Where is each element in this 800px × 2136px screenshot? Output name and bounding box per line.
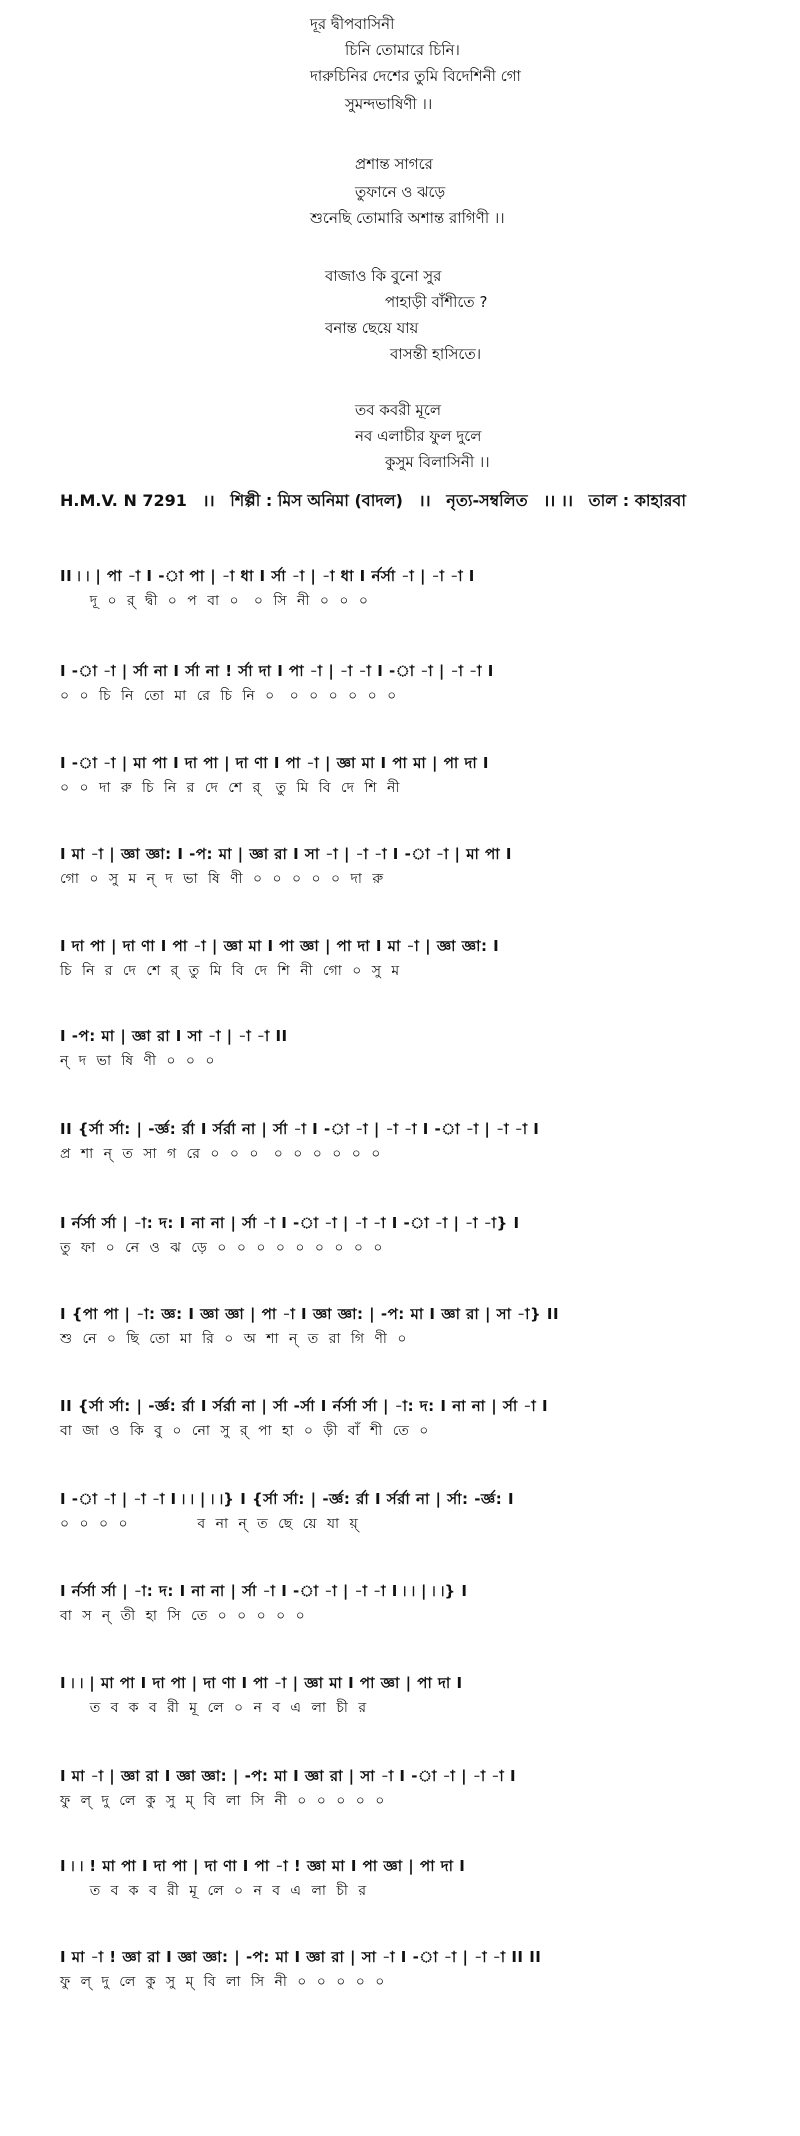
swaralipi-line: I -প: মা | জ্ঞা রা I সা -া | -া -া II <box>60 1027 288 1045</box>
lyric-line: তুফানে ও ঝড়ে <box>355 183 446 201</box>
lyric-syllables: ০ ০ দা রু চি নি র দে শে র্ তু মি বি দে শি নী <box>60 780 400 796</box>
swaralipi-line: I ৷ ৷ | মা পা I দা পা | দা ণা I পা -া | জ্ঞা মা I পা জ্ঞা | পা দা I <box>60 1674 463 1692</box>
lyric-line: দারুচিনির দেশের তুমি বিদেশিনী গো <box>310 67 521 85</box>
lyric-line: নব এলাচীর ফুল দুলে <box>355 427 482 445</box>
lyric-line: প্রশান্ত সাগরে <box>355 155 433 173</box>
lyric-line: দূর দ্বীপবাসিনী <box>310 15 395 33</box>
artist-label: শিল্পী : মিস অনিমা (বাদল) <box>230 491 403 510</box>
swaralipi-line: I মা -া | জ্ঞা জ্ঞা: I -প: মা | জ্ঞা রা I সা -া | -া -া I -া -া | মা পা I <box>60 845 512 863</box>
lyric-syllables: ফু ল্ দু লে কু সু ম্ বি লা সি নী ০ ০ ০ ০ ০ <box>60 1974 385 1990</box>
lyric-line: চিনি তোমারে চিনি। <box>345 41 460 59</box>
record-number: H.M.V. N 7291 <box>60 491 187 510</box>
lyric-line: বাসন্তী হাসিতে। <box>390 345 482 363</box>
swaralipi-line: II {র্সা র্সা: | -র্জ্ঞ: র্রা I র্সর্রা না | র্সা -া I -া -া | -া -া I -া -া | -া -া I <box>60 1120 540 1138</box>
lyric-line: শুনেছি তোমারি অশান্ত রাগিণী ।। <box>310 209 505 227</box>
swaralipi-line: I মা -া | জ্ঞা রা I জ্ঞা জ্ঞা: | -প: মা I জ্ঞা রা | সা -া I -া -া | -া -া I <box>60 1767 517 1785</box>
lyric-syllables: দূ ০ র্ দ্বী ০ প বা ০ ০ সি নী ০ ০ ০ <box>60 593 369 609</box>
lyric-syllables: গো ০ সু ম ন্ দ ভা ষি ণী ০ ০ ০ ০ ০ দা রু <box>60 871 384 887</box>
swaralipi-line: I মা -া ! জ্ঞা রা I জ্ঞা জ্ঞা: | -প: মা I জ্ঞা রা | সা -া I -া -া | -া -া II II <box>60 1948 542 1966</box>
swaralipi-line: I ৷ ৷ ! মা পা I দা পা | দা ণা I পা -া ! জ্ঞা মা I পা জ্ঞা | পা দা I <box>60 1857 466 1875</box>
swaralipi-line: I র্নর্সা র্সা | -া: দ: I না না | র্সা -া I -া -া | -া -া I ৷ ৷ | ৷ ৷} I <box>60 1582 468 1600</box>
separator: ।। ।। <box>543 491 574 510</box>
lyric-syllables: শু নে ০ ছি তো মা রি ০ অ শা ন্ ত রা গি ণী ০ <box>60 1331 407 1347</box>
swaralipi-line: II {র্সা র্সা: | -র্জ্ঞ: র্রা I র্সর্রা না | র্সা -র্সা I র্নর্সা র্সা | -া: দ: I না না | র্সা -া I <box>60 1397 549 1415</box>
swaralipi-line: I র্নর্সা র্সা | -া: দ: I না না | র্সা -া I -া -া | -া -া I -া -া | -া -া} I <box>60 1214 520 1232</box>
record-header <box>60 488 760 515</box>
lyric-line: পাহাড়ী বাঁশীতে ? <box>385 293 488 311</box>
lyric-syllables: ত ব ক ব রী মূ লে ০ ন ব এ লা চী র <box>60 1883 367 1899</box>
lyric-syllables: ফু ল্ দু লে কু সু ম্ বি লা সি নী ০ ০ ০ ০ ০ <box>60 1793 385 1809</box>
lyric-line: কুসুম বিলাসিনী ।। <box>385 453 490 471</box>
lyric-syllables: ত ব ক ব রী মূ লে ০ ন ব এ লা চী র <box>60 1700 367 1716</box>
swaralipi-line: II ৷ ৷ | পা -া I -া পা | -া ধা I র্সা -া | -া ধা I র্নর্সা -া | -া -া I <box>60 567 475 585</box>
swaralipi-line: I {পা পা | -া: জ্ঞ: I জ্ঞা জ্ঞা | পা -া I জ্ঞা জ্ঞা: | -প: মা I জ্ঞা রা | সা -া} II <box>60 1305 560 1323</box>
lyric-line: বাজাও কি বুনো সুর <box>325 267 442 285</box>
lyric-line: সুমন্দভাষিণী ।। <box>345 95 433 113</box>
lyric-syllables: ০ ০ ০ ০ ব না ন্ ত ছে য়ে যা য়্ <box>60 1516 359 1532</box>
lyric-line: বনান্ত ছেয়ে যায় <box>325 319 419 337</box>
swaralipi-line: I -া -া | র্সা না I র্সা না ! র্সা দা I পা -া | -া -া I -া -া | -া -া I <box>60 662 494 680</box>
lyric-syllables: ন্ দ ভা ষি ণী ০ ০ ০ <box>60 1053 216 1069</box>
lyric-syllables: তু ফা ০ নে ও ঝ ড়ে ০ ০ ০ ০ ০ ০ ০ ০ ০ <box>60 1240 383 1256</box>
style-label: নৃত্য-সম্বলিত <box>446 491 528 510</box>
lyric-syllables: বা স ন্ তী হা সি তে ০ ০ ০ ০ ০ <box>60 1608 306 1624</box>
lyric-syllables: বা জা ও কি বু ০ নো সু র্ পা হা ০ ড়ী বাঁ শী তে ০ <box>60 1423 429 1439</box>
swaralipi-line: I দা পা | দা ণা I পা -া | জ্ঞা মা I পা জ্ঞা | পা দা I মা -া | জ্ঞা জ্ঞা: I <box>60 937 500 955</box>
swaralipi-line: I -া -া | -া -া I ৷ ৷ | ৷ ৷} I {র্সা র্সা: | -র্জ্ঞ: র্রা I র্সর্রা না | র্সা: -র্জ্ঞ: I <box>60 1490 515 1508</box>
tal-label: তাল : কাহারবা <box>588 491 686 510</box>
swaralipi-line: I -া -া | মা পা I দা পা | দা ণা I পা -া | জ্ঞা মা I পা মা | পা দা I <box>60 754 489 772</box>
lyric-syllables: ০ ০ চি নি তো মা রে চি নি ০ ০ ০ ০ ০ ০ ০ <box>60 688 397 704</box>
lyric-syllables: প্র শা ন্ ত সা গ রে ০ ০ ০ ০ ০ ০ ০ ০ ০ <box>60 1146 381 1162</box>
separator: ।। <box>418 491 431 510</box>
lyric-line: তব কবরী মূলে <box>355 401 442 419</box>
separator: ।। <box>202 491 215 510</box>
lyric-syllables: চি নি র দে শে র্ তু মি বি দে শি নী গো ০ সু ম <box>60 963 400 979</box>
